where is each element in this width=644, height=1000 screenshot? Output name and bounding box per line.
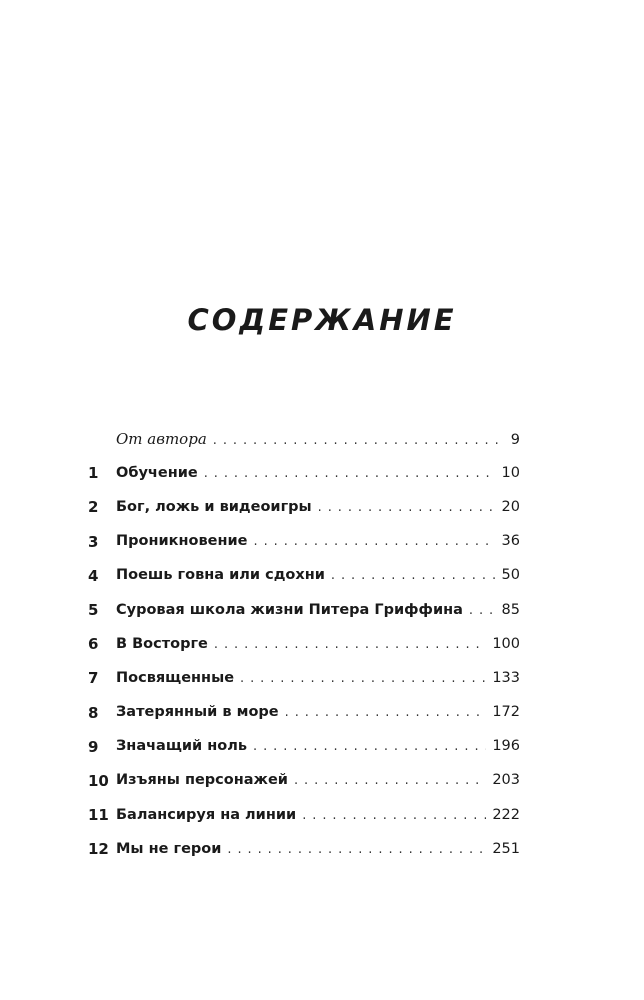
page-number: 172 — [492, 704, 520, 721]
page-title: СОДЕРЖАНИЕ — [187, 303, 457, 337]
dot-leader — [254, 534, 496, 550]
chapter-number: 4 — [88, 566, 99, 585]
toc-entry — [88, 798, 520, 832]
chapter-title: Бог, ложь и видеоигры — [116, 498, 312, 515]
dot-leader — [302, 808, 486, 824]
chapter-number: 1 — [88, 464, 99, 483]
toc-entry-line — [116, 567, 520, 584]
chapter-title: Затерянный в море — [116, 704, 279, 721]
dot-leader — [469, 603, 496, 619]
chapter-title: Мы не герои — [116, 840, 222, 857]
dot-leader — [227, 842, 486, 858]
chapter-number: 2 — [88, 498, 99, 517]
page-number: 196 — [492, 738, 520, 755]
dot-leader — [204, 466, 496, 482]
toc-entry — [88, 832, 520, 866]
toc-entry — [88, 422, 520, 456]
dot-leader — [294, 773, 486, 789]
toc-entry — [88, 490, 520, 524]
page-number: 85 — [501, 601, 520, 618]
dot-leader — [214, 637, 486, 653]
toc-entry-line — [116, 704, 520, 721]
toc-entry-line — [116, 430, 520, 449]
toc-entry — [88, 559, 520, 593]
dot-leader — [285, 705, 487, 721]
chapter-number: 8 — [88, 703, 99, 722]
toc-entry-line — [116, 772, 520, 789]
toc-entry — [88, 730, 520, 764]
dot-leader — [240, 671, 486, 687]
toc-entry-line — [116, 602, 520, 619]
page-number: 36 — [501, 533, 520, 550]
toc-entry — [88, 456, 520, 490]
chapter-number: 12 — [88, 840, 109, 859]
toc-entry — [88, 593, 520, 627]
chapter-number: 10 — [88, 771, 109, 790]
dot-leader — [318, 500, 496, 516]
chapter-title: В Восторге — [116, 635, 208, 652]
toc-entry — [88, 627, 520, 661]
chapter-title: Балансируя на линии — [116, 806, 297, 823]
chapter-title: Изъяны персонажей — [116, 772, 288, 789]
chapter-title: Поешь говна или сдохни — [116, 567, 325, 584]
page-number: 203 — [492, 772, 520, 789]
toc-entry-line — [116, 636, 520, 653]
chapter-number: 3 — [88, 532, 99, 551]
chapter-number: 6 — [88, 635, 99, 654]
page-number: 251 — [492, 840, 520, 857]
toc-entry — [88, 525, 520, 559]
chapter-title: Суровая школа жизни Питера Гриффина — [116, 601, 463, 618]
toc-entry-line — [116, 738, 520, 755]
page-number: 133 — [492, 669, 520, 686]
toc-entry-line — [116, 670, 520, 687]
chapter-title: Посвященные — [116, 669, 235, 686]
toc-entry-line — [116, 465, 520, 482]
chapter-number: 11 — [88, 806, 109, 825]
toc-entry — [88, 696, 520, 730]
page-number: 222 — [492, 806, 520, 823]
page-number: 9 — [510, 431, 520, 448]
toc-entry-line — [116, 807, 520, 824]
chapter-number: 9 — [88, 737, 99, 756]
page-number: 50 — [501, 567, 520, 584]
dot-leader — [331, 568, 496, 584]
page-number: 20 — [501, 498, 520, 515]
chapter-title: Обучение — [116, 464, 198, 481]
table-of-contents — [88, 422, 520, 866]
page-number: 10 — [501, 464, 520, 481]
dot-leader — [213, 433, 505, 449]
chapter-title: Значащий ноль — [116, 738, 248, 755]
chapter-number: 5 — [88, 601, 99, 620]
toc-entry-line — [116, 533, 520, 550]
chapter-title: От автора — [116, 429, 207, 448]
chapter-number: 7 — [88, 669, 99, 688]
toc-entry — [88, 661, 520, 695]
page-number: 100 — [492, 635, 520, 652]
toc-entry — [88, 764, 520, 798]
toc-entry-line — [116, 841, 520, 858]
dot-leader — [253, 739, 486, 755]
toc-entry-line — [116, 499, 520, 516]
chapter-title: Проникновение — [116, 533, 248, 550]
